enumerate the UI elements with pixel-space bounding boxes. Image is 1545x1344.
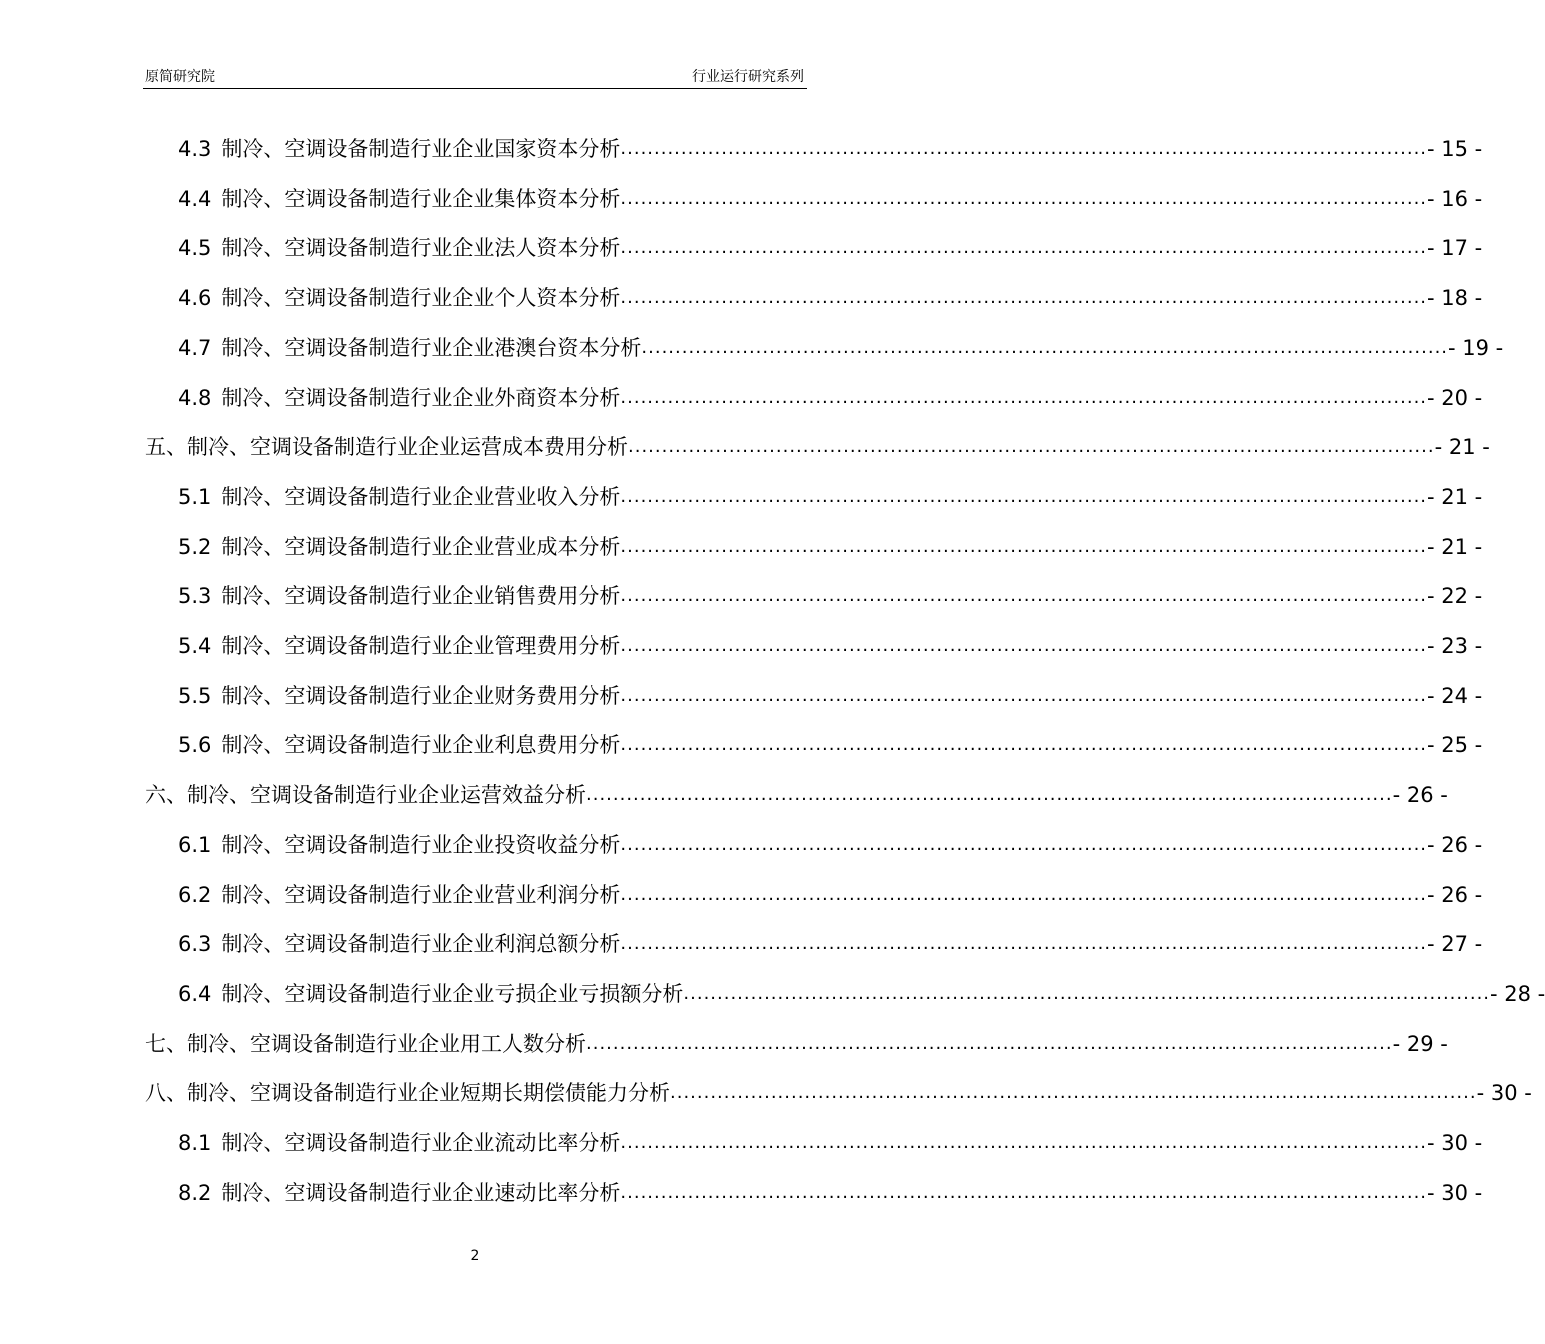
toc-entry[interactable] bbox=[178, 830, 1483, 860]
toc-entry-number: 5.3 bbox=[178, 584, 212, 608]
toc-entry-number: 6.1 bbox=[178, 833, 212, 857]
toc-dot-leader: ........................................................................................................................ bbox=[620, 685, 1428, 706]
toc-entry-number: 4.8 bbox=[178, 386, 212, 410]
toc-entry-page: - 27 - bbox=[1427, 932, 1483, 956]
toc-entry-number: 4.3 bbox=[178, 137, 212, 161]
toc-entry-title: 制冷、空调设备制造行业企业速动比率分析 bbox=[221, 1181, 621, 1205]
toc-dot-leader: ........................................................................................................................ bbox=[620, 933, 1428, 954]
toc-dot-leader: ........................................................................................................................ bbox=[628, 436, 1435, 457]
toc-entry-title: 制冷、空调设备制造行业企业投资收益分析 bbox=[221, 833, 621, 857]
toc-entry-number: 5.1 bbox=[178, 485, 212, 509]
toc-entry-page: - 18 - bbox=[1427, 286, 1483, 310]
toc-dot-leader: ........................................................................................................................ bbox=[620, 237, 1428, 258]
toc-entry-number: 8.1 bbox=[178, 1131, 212, 1155]
toc-dot-leader: ........................................................................................................................ bbox=[670, 1082, 1477, 1103]
toc-dot-leader: ........................................................................................................................ bbox=[620, 387, 1428, 408]
toc-entry-title: 制冷、空调设备制造行业企业流动比率分析 bbox=[221, 1131, 621, 1155]
toc-entry-title: 制冷、空调设备制造行业企业管理费用分析 bbox=[221, 634, 621, 658]
toc-dot-leader: ........................................................................................................................ bbox=[620, 287, 1428, 308]
toc-entry-page: - 16 - bbox=[1427, 187, 1483, 211]
toc-entry-title: 制冷、空调设备制造行业企业利润总额分析 bbox=[221, 932, 621, 956]
toc-entry-title: 五、制冷、空调设备制造行业企业运营成本费用分析 bbox=[145, 435, 628, 459]
toc-entry-number: 5.5 bbox=[178, 684, 212, 708]
toc-dot-leader: ........................................................................................................................ bbox=[620, 1182, 1428, 1203]
toc-dot-leader: ........................................................................................................................ bbox=[620, 188, 1428, 209]
header-series-name: 行业运行研究系列 bbox=[692, 69, 804, 85]
toc-entry-number: 5.4 bbox=[178, 634, 212, 658]
toc-entry-page: - 30 - bbox=[1427, 1131, 1483, 1155]
toc-entry[interactable] bbox=[178, 979, 1545, 1009]
header-divider bbox=[143, 88, 807, 89]
toc-entry-number: 8.2 bbox=[178, 1181, 212, 1205]
toc-entry[interactable] bbox=[178, 880, 1483, 910]
toc-entry[interactable] bbox=[178, 581, 1483, 611]
toc-entry[interactable] bbox=[145, 780, 1448, 810]
toc-dot-leader: ........................................................................................................................ bbox=[620, 1132, 1428, 1153]
toc-entry-number: 6.4 bbox=[178, 982, 212, 1006]
toc-entry-title: 六、制冷、空调设备制造行业企业运营效益分析 bbox=[145, 783, 586, 807]
toc-entry-title: 七、制冷、空调设备制造行业企业用工人数分析 bbox=[145, 1032, 586, 1056]
toc-dot-leader: ........................................................................................................................ bbox=[620, 536, 1428, 557]
toc-entry[interactable] bbox=[178, 184, 1483, 214]
toc-entry-title: 八、制冷、空调设备制造行业企业短期长期偿债能力分析 bbox=[145, 1081, 670, 1105]
toc-entry-number: 4.6 bbox=[178, 286, 212, 310]
toc-entry-page: - 15 - bbox=[1427, 137, 1483, 161]
toc-entry-page: - 20 - bbox=[1427, 386, 1483, 410]
toc-entry-title: 制冷、空调设备制造行业企业港澳台资本分析 bbox=[221, 336, 642, 360]
toc-entry[interactable] bbox=[178, 929, 1483, 959]
toc-entry-title: 制冷、空调设备制造行业企业法人资本分析 bbox=[221, 236, 621, 260]
toc-entry-number: 5.2 bbox=[178, 535, 212, 559]
toc-dot-leader: ........................................................................................................................ bbox=[586, 1033, 1393, 1054]
toc-dot-leader: ........................................................................................................................ bbox=[620, 884, 1428, 905]
toc-entry[interactable] bbox=[178, 333, 1504, 363]
toc-entry-page: - 24 - bbox=[1427, 684, 1483, 708]
toc-entry-title: 制冷、空调设备制造行业企业个人资本分析 bbox=[221, 286, 621, 310]
toc-dot-leader: ........................................................................................................................ bbox=[620, 138, 1428, 159]
toc-dot-leader: ........................................................................................................................ bbox=[586, 784, 1393, 805]
toc-entry[interactable] bbox=[145, 1078, 1532, 1108]
header-org-name: 原简研究院 bbox=[145, 69, 215, 85]
toc-entry-page: - 28 - bbox=[1490, 982, 1545, 1006]
toc-entry[interactable] bbox=[178, 730, 1483, 760]
toc-entry[interactable] bbox=[178, 283, 1483, 313]
toc-entry[interactable] bbox=[178, 383, 1483, 413]
toc-entry-title: 制冷、空调设备制造行业企业国家资本分析 bbox=[221, 137, 621, 161]
toc-entry-title: 制冷、空调设备制造行业企业营业成本分析 bbox=[221, 535, 621, 559]
toc-entry-title: 制冷、空调设备制造行业企业营业收入分析 bbox=[221, 485, 621, 509]
toc-entry[interactable] bbox=[178, 134, 1483, 164]
toc-entry-number: 6.2 bbox=[178, 883, 212, 907]
toc-entry-title: 制冷、空调设备制造行业企业集体资本分析 bbox=[221, 187, 621, 211]
toc-dot-leader: ........................................................................................................................ bbox=[620, 585, 1428, 606]
toc-entry-page: - 22 - bbox=[1427, 584, 1483, 608]
toc-dot-leader: ........................................................................................................................ bbox=[620, 834, 1428, 855]
toc-entry[interactable] bbox=[178, 1128, 1483, 1158]
toc-entry-page: - 26 - bbox=[1427, 883, 1483, 907]
toc-dot-leader: ........................................................................................................................ bbox=[620, 635, 1428, 656]
toc-entry[interactable] bbox=[145, 1029, 1448, 1059]
toc-entry[interactable] bbox=[178, 233, 1483, 263]
toc-entry-page: - 21 - bbox=[1434, 435, 1490, 459]
toc-entry-page: - 25 - bbox=[1427, 733, 1483, 757]
toc-entry-number: 5.6 bbox=[178, 733, 212, 757]
toc-entry-page: - 30 - bbox=[1427, 1181, 1483, 1205]
toc-entry-page: - 19 - bbox=[1448, 336, 1504, 360]
toc-entry[interactable] bbox=[178, 532, 1483, 562]
page-number: 2 bbox=[470, 1248, 480, 1264]
toc-entry-number: 4.4 bbox=[178, 187, 212, 211]
toc-dot-leader: ........................................................................................................................ bbox=[620, 486, 1428, 507]
toc-entry-title: 制冷、空调设备制造行业企业销售费用分析 bbox=[221, 584, 621, 608]
toc-dot-leader: ........................................................................................................................ bbox=[641, 337, 1449, 358]
toc-entry[interactable] bbox=[178, 631, 1483, 661]
toc-entry[interactable] bbox=[178, 482, 1483, 512]
toc-entry-number: 6.3 bbox=[178, 932, 212, 956]
toc-entry-title: 制冷、空调设备制造行业企业营业利润分析 bbox=[221, 883, 621, 907]
toc-entry-page: - 21 - bbox=[1427, 535, 1483, 559]
toc-dot-leader: ........................................................................................................................ bbox=[683, 983, 1491, 1004]
toc-entry-number: 4.7 bbox=[178, 336, 212, 360]
toc-entry-page: - 26 - bbox=[1392, 783, 1448, 807]
toc-entry-number: 4.5 bbox=[178, 236, 212, 260]
toc-entry[interactable] bbox=[145, 432, 1490, 462]
toc-entry-page: - 21 - bbox=[1427, 485, 1483, 509]
toc-entry[interactable] bbox=[178, 681, 1483, 711]
toc-entry-page: - 30 - bbox=[1476, 1081, 1532, 1105]
toc-entry-title: 制冷、空调设备制造行业企业财务费用分析 bbox=[221, 684, 621, 708]
toc-entry[interactable] bbox=[178, 1178, 1483, 1208]
toc-entry-page: - 29 - bbox=[1392, 1032, 1448, 1056]
toc-entry-title: 制冷、空调设备制造行业企业利息费用分析 bbox=[221, 733, 621, 757]
toc-entry-page: - 17 - bbox=[1427, 236, 1483, 260]
toc-dot-leader: ........................................................................................................................ bbox=[620, 734, 1428, 755]
toc-entry-title: 制冷、空调设备制造行业企业外商资本分析 bbox=[221, 386, 621, 410]
toc-entry-title: 制冷、空调设备制造行业企业亏损企业亏损额分析 bbox=[221, 982, 684, 1006]
toc-entry-page: - 26 - bbox=[1427, 833, 1483, 857]
toc-entry-page: - 23 - bbox=[1427, 634, 1483, 658]
